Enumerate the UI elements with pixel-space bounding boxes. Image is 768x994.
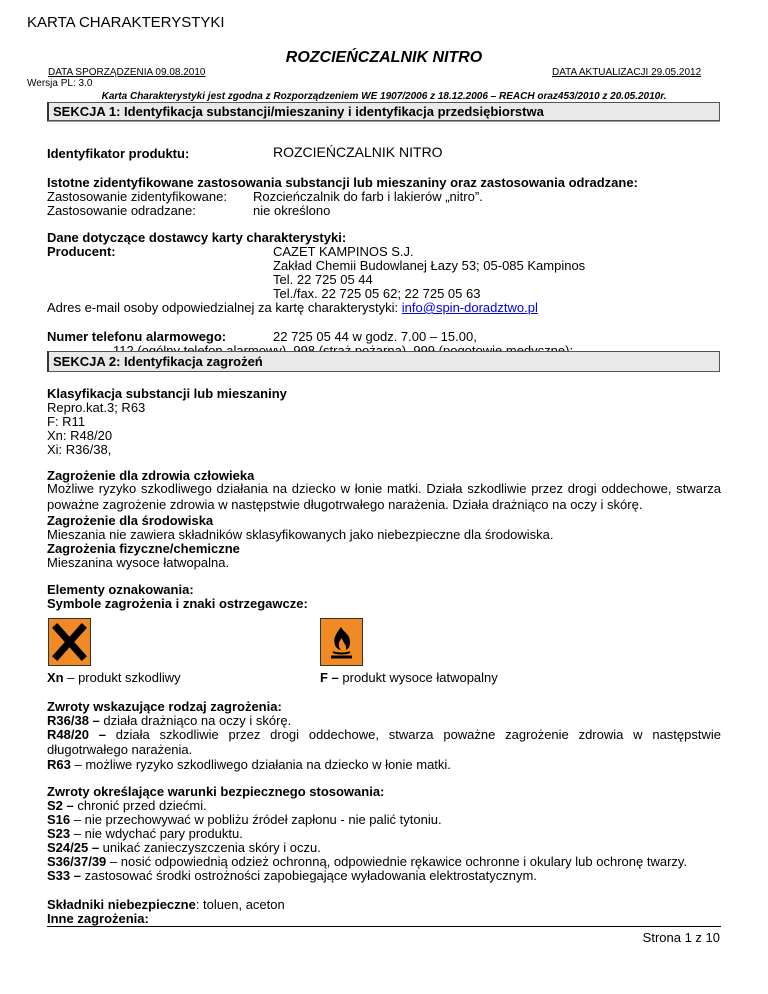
s-phrase [47,854,721,869]
symbol-f-text: produkt wysoce łatwopalny [338,670,498,685]
symbol-f-caption [320,670,721,685]
producer-line: Zakład Chemii Budowlanej Łazy 53; 05-085 Kampinos [273,258,586,273]
classification-heading: Klasyfikacja substancji lub mieszaniny [47,386,287,401]
other-hazards-label: Inne zagrożenia: [47,911,149,926]
footer-divider [47,926,721,927]
cross-icon [49,619,90,665]
classification-line: Xn: R48/20 [47,428,113,443]
emergency-label: Numer telefonu alarmowego: [47,329,227,344]
s-phrase [47,812,721,827]
date-updated: DATA AKTUALIZACJI 29.05.2012 [552,67,702,78]
r-phrase [47,727,721,757]
s-phrases-heading: Zwroty określające warunki bezpiecznego stosowania: [47,784,385,799]
r-phrase-code: R36/38 – [47,713,100,728]
health-heading: Zagrożenie dla zdrowia człowieka [47,468,255,483]
uses-heading: Istotne zidentyfikowane zastosowania substancji lub mieszaniny oraz zastosowania odradzane: [47,175,638,190]
ingredients-label: Składniki niebezpieczne [47,897,196,912]
r-phrase-code: R48/20 – [47,727,106,742]
version-label: Wersja PL: 3.0 [27,78,93,89]
email-row [47,300,721,315]
r-phrase-text: – możliwe ryzyko szkodliwego działania na dziecko w łonie matki. [70,757,451,772]
symbol-xn-text: – produkt szkodliwy [63,670,181,685]
s-phrase-code: S16 [47,812,71,827]
s-phrase-code: S2 – [47,798,74,813]
s-phrase [47,798,721,813]
harmful-xn-icon [48,618,91,666]
environment-text: Mieszania nie zawiera składników sklasyfikowanych jako niebezpieczne dla środowiska. [47,527,554,542]
symbol-xn-code: Xn [47,670,64,685]
producer-line: Tel. 22 725 05 44 [273,272,373,287]
s-phrase-text: – nie przechowywać w pobliżu źródeł zapłonu - nie palić tytoniu. [70,812,442,827]
s-phrase-text: – nosić odpowiednią odzież ochronną, odpowiednie rękawice ochronne i okulary lub ochronę twarzy. [106,854,688,869]
document-type-title: KARTA CHARAKTERYSTYKI [27,14,225,31]
r-phrase-text: działa drażniąco na oczy i skórę. [99,713,292,728]
r-phrase [47,757,721,772]
producer-line: CAZET KAMPINOS S.J. [273,244,414,259]
flame-icon [321,619,362,665]
email-label: Adres e-mail osoby odpowiedzialnej za kartę charakterystyki: [47,300,399,315]
s-phrase-text: chronić przed dziećmi. [73,798,207,813]
product-title: ROZCIEŃCZALNIK NITRO [285,49,483,66]
ingredients-row [47,897,721,912]
email-link[interactable]: info@spin-doradztwo.pl [401,300,538,315]
flammable-f-icon [320,618,363,666]
producer-line: Tel./fax. 22 725 05 62; 22 725 05 63 [273,286,481,301]
section-1-heading: SEKCJA 1: Identyfikacja substancji/mieszaniny i identyfikacja przedsiębiorstwa [47,102,720,121]
labels-heading: Elementy oznakowania: [47,582,194,597]
page-number: Strona 1 z 10 [642,930,720,945]
use-advised-value: nie określono [253,203,331,218]
classification-line: Repro.kat.3; R63 [47,400,146,415]
ingredients-text: : toluen, aceton [195,897,285,912]
product-id-value: ROZCIEŃCZALNIK NITRO [273,144,443,160]
r-phrase-text: działa szkodliwie przez drogi oddechowe, stwarza poważne zagrożenie zdrowia w następstwie długotrwałego narażenia. [47,727,721,757]
physical-text: Mieszanina wysoce łatwopalna. [47,555,230,570]
physical-heading: Zagrożenia fizyczne/chemiczne [47,541,240,556]
classification-line: Xi: R36/38, [47,442,112,457]
r-phrases-heading: Zwroty wskazujące rodzaj zagrożenia: [47,699,282,714]
use-identified-value: Rozcieńczalnik do farb i lakierów „nitro”. [253,189,483,204]
s-phrase-code: S36/37/39 [47,854,107,869]
product-id-label: Identyfikator produktu: [47,146,190,161]
use-identified-label: Zastosowanie zidentyfikowane: [47,189,227,204]
symbols-heading: Symbole zagrożenia i znaki ostrzegawcze: [47,596,308,611]
section-2-heading: SEKCJA 2: Identyfikacja zagrożeń [47,351,720,372]
r-phrase [47,713,721,728]
s-phrase [47,826,721,841]
s-phrase [47,840,721,855]
health-text: Możliwe ryzyko szkodliwego działania na dziecko w łonie matki. Działa szkodliwie przez drogi oddechowe, stwarza poważne zagrożenie zdrowia w następstwie długotrwałego narażenia. Działa drażniąco na oczy i skórę. [47,481,721,512]
emergency-line-1: 22 725 05 44 w godz. 7.00 – 15.00, [273,329,477,344]
s-phrase-text: zastosować środki ostrożności zapobiegające wyładowania elektrostatycznym. [80,868,537,883]
s-phrase [47,868,721,883]
classification-line: F: R11 [47,414,86,429]
s-phrase-text: – nie wdychać pary produktu. [70,826,243,841]
r-phrase-code: R63 [47,757,71,772]
use-advised-label: Zastosowanie odradzane: [47,203,196,218]
s-phrase-code: S23 [47,826,71,841]
producer-label: Producent: [47,244,116,259]
compliance-note: Karta Charakterystyki jest zgodna z Rozporządzeniem WE 1907/2006 z 18.12.2006 – REACH oraz453/2010 z 20.05.2010r. [101,91,667,102]
s-phrase-code: S33 – [47,868,81,883]
symbol-f-code: F – [320,670,339,685]
s-phrase-text: unikać zanieczyszczenia skóry i oczu. [99,840,321,855]
date-created: DATA SPORZĄDZENIA 09.08.2010 [48,67,206,78]
s-phrase-code: S24/25 – [47,840,100,855]
supplier-heading: Dane dotyczące dostawcy karty charakterystyki: [47,230,347,245]
environment-heading: Zagrożenie dla środowiska [47,513,214,528]
